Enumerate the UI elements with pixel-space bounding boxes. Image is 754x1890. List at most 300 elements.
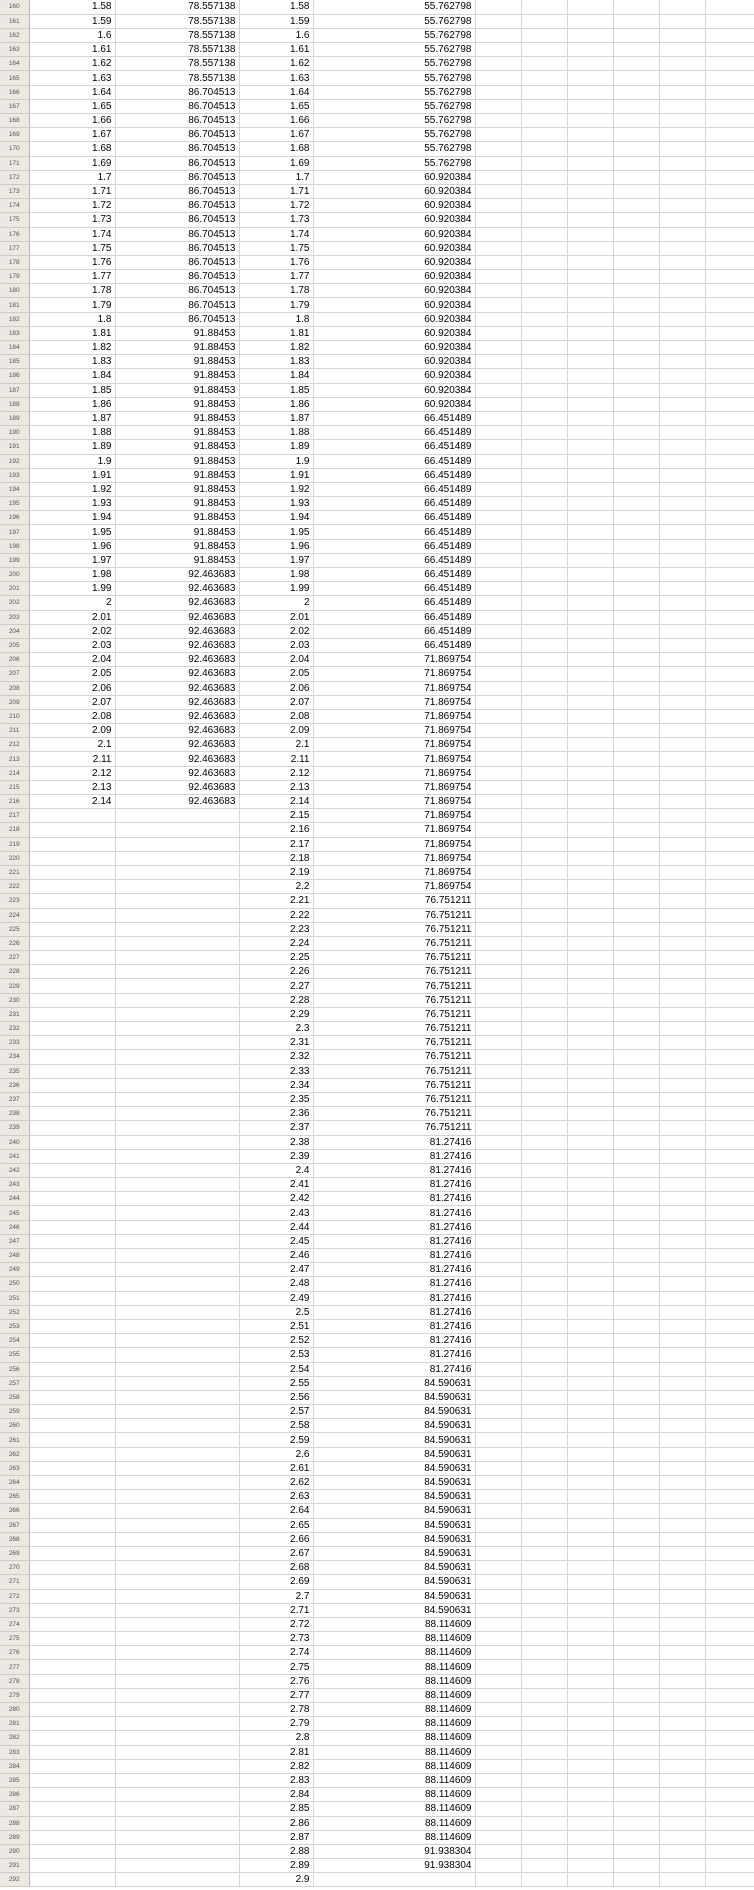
cell-col-A[interactable] [29,922,115,936]
cell-empty[interactable] [567,1220,613,1234]
cell-empty[interactable] [705,1036,754,1050]
cell-empty[interactable] [659,809,705,823]
cell-empty[interactable] [659,1149,705,1163]
cell-col-A[interactable] [29,965,115,979]
cell-empty[interactable] [613,199,659,213]
row-header[interactable]: 268 [0,1532,29,1546]
cell-empty[interactable] [521,1873,567,1887]
row-header[interactable]: 247 [0,1234,29,1248]
cell-empty[interactable] [613,426,659,440]
cell-empty[interactable] [705,624,754,638]
cell-empty[interactable] [475,355,521,369]
cell-empty[interactable] [567,1575,613,1589]
cell-empty[interactable] [613,99,659,113]
cell-col-A[interactable]: 1.62 [29,57,115,71]
cell-empty[interactable] [613,241,659,255]
cell-empty[interactable] [475,1007,521,1021]
cell-col-D[interactable]: 81.27416 [313,1192,475,1206]
row-header[interactable]: 243 [0,1178,29,1192]
cell-empty[interactable] [705,638,754,652]
cell-col-B[interactable] [115,1178,239,1192]
cell-empty[interactable] [659,525,705,539]
cell-empty[interactable] [705,184,754,198]
cell-col-A[interactable] [29,1078,115,1092]
row-header[interactable]: 289 [0,1830,29,1844]
cell-col-A[interactable]: 1.78 [29,284,115,298]
cell-col-C[interactable]: 2.64 [239,1504,313,1518]
cell-col-B[interactable]: 91.88453 [115,383,239,397]
cell-empty[interactable] [521,525,567,539]
cell-col-A[interactable] [29,1532,115,1546]
cell-col-A[interactable] [29,1220,115,1234]
row-header[interactable]: 255 [0,1348,29,1362]
cell-col-D[interactable]: 84.590631 [313,1390,475,1404]
cell-empty[interactable] [705,809,754,823]
cell-empty[interactable] [659,596,705,610]
cell-col-C[interactable]: 2.4 [239,1163,313,1177]
cell-col-C[interactable]: 1.61 [239,43,313,57]
cell-empty[interactable] [567,1305,613,1319]
cell-empty[interactable] [613,1192,659,1206]
cell-empty[interactable] [613,638,659,652]
cell-empty[interactable] [475,284,521,298]
cell-col-B[interactable] [115,1277,239,1291]
cell-empty[interactable] [705,270,754,284]
cell-col-B[interactable]: 92.463683 [115,653,239,667]
cell-col-D[interactable]: 88.114609 [313,1731,475,1745]
cell-col-A[interactable]: 1.96 [29,539,115,553]
cell-empty[interactable] [567,397,613,411]
cell-col-A[interactable]: 1.58 [29,0,115,14]
cell-col-D[interactable]: 71.869754 [313,837,475,851]
cell-empty[interactable] [567,752,613,766]
cell-empty[interactable] [705,653,754,667]
cell-empty[interactable] [521,1220,567,1234]
cell-empty[interactable] [567,1788,613,1802]
cell-empty[interactable] [659,383,705,397]
cell-col-D[interactable]: 81.27416 [313,1149,475,1163]
cell-col-B[interactable]: 86.704513 [115,184,239,198]
cell-col-A[interactable] [29,1575,115,1589]
cell-col-B[interactable] [115,1660,239,1674]
cell-empty[interactable] [567,14,613,28]
cell-col-D[interactable]: 71.869754 [313,795,475,809]
cell-empty[interactable] [613,1249,659,1263]
cell-empty[interactable] [475,326,521,340]
cell-col-C[interactable]: 2.16 [239,823,313,837]
cell-empty[interactable] [567,1376,613,1390]
cell-empty[interactable] [475,922,521,936]
cell-empty[interactable] [613,1731,659,1745]
row-header[interactable]: 170 [0,142,29,156]
cell-empty[interactable] [475,28,521,42]
cell-empty[interactable] [567,1476,613,1490]
cell-empty[interactable] [705,1476,754,1490]
cell-empty[interactable] [475,780,521,794]
cell-col-B[interactable]: 92.463683 [115,752,239,766]
cell-col-D[interactable]: 84.590631 [313,1405,475,1419]
cell-col-D[interactable]: 66.451489 [313,468,475,482]
cell-empty[interactable] [613,795,659,809]
cell-empty[interactable] [659,397,705,411]
cell-empty[interactable] [567,1163,613,1177]
cell-col-D[interactable]: 66.451489 [313,497,475,511]
cell-col-C[interactable]: 2.09 [239,724,313,738]
cell-col-C[interactable]: 2.35 [239,1092,313,1106]
cell-col-A[interactable]: 1.92 [29,482,115,496]
cell-empty[interactable] [613,922,659,936]
cell-col-C[interactable]: 1.67 [239,128,313,142]
cell-empty[interactable] [705,1390,754,1404]
cell-empty[interactable] [659,837,705,851]
cell-col-C[interactable]: 1.78 [239,284,313,298]
cell-col-A[interactable]: 1.7 [29,170,115,184]
cell-col-C[interactable]: 1.99 [239,582,313,596]
cell-col-B[interactable] [115,1433,239,1447]
cell-empty[interactable] [613,1844,659,1858]
cell-col-B[interactable] [115,1135,239,1149]
cell-col-C[interactable]: 2.73 [239,1632,313,1646]
cell-col-B[interactable] [115,1362,239,1376]
cell-empty[interactable] [705,724,754,738]
cell-empty[interactable] [705,1064,754,1078]
cell-empty[interactable] [705,1461,754,1475]
cell-empty[interactable] [567,1050,613,1064]
cell-empty[interactable] [613,1376,659,1390]
cell-col-D[interactable]: 81.27416 [313,1178,475,1192]
cell-col-C[interactable]: 2.53 [239,1348,313,1362]
cell-col-D[interactable]: 84.590631 [313,1603,475,1617]
row-header[interactable]: 227 [0,951,29,965]
cell-empty[interactable] [705,1263,754,1277]
cell-col-C[interactable]: 2.12 [239,766,313,780]
cell-col-A[interactable] [29,1206,115,1220]
cell-empty[interactable] [567,213,613,227]
cell-empty[interactable] [521,795,567,809]
cell-col-C[interactable]: 2.04 [239,653,313,667]
cell-empty[interactable] [521,1461,567,1475]
cell-empty[interactable] [705,1830,754,1844]
row-header[interactable]: 177 [0,241,29,255]
cell-col-C[interactable]: 1.75 [239,241,313,255]
cell-empty[interactable] [613,1461,659,1475]
cell-col-D[interactable]: 84.590631 [313,1504,475,1518]
cell-empty[interactable] [659,766,705,780]
cell-col-C[interactable]: 1.68 [239,142,313,156]
cell-empty[interactable] [521,511,567,525]
cell-empty[interactable] [521,468,567,482]
row-header[interactable]: 181 [0,298,29,312]
row-header[interactable]: 191 [0,440,29,454]
cell-empty[interactable] [521,1178,567,1192]
row-header[interactable]: 286 [0,1788,29,1802]
cell-empty[interactable] [613,326,659,340]
cell-empty[interactable] [659,695,705,709]
cell-empty[interactable] [567,837,613,851]
cell-empty[interactable] [521,1078,567,1092]
cell-empty[interactable] [475,1092,521,1106]
cell-col-C[interactable]: 2 [239,596,313,610]
cell-empty[interactable] [567,1405,613,1419]
cell-empty[interactable] [475,1617,521,1631]
cell-empty[interactable] [521,936,567,950]
cell-col-D[interactable]: 55.762798 [313,114,475,128]
cell-empty[interactable] [613,951,659,965]
row-header[interactable]: 188 [0,397,29,411]
cell-empty[interactable] [705,780,754,794]
cell-empty[interactable] [705,85,754,99]
cell-empty[interactable] [659,199,705,213]
cell-col-D[interactable]: 88.114609 [313,1660,475,1674]
cell-empty[interactable] [705,411,754,425]
cell-empty[interactable] [521,142,567,156]
cell-empty[interactable] [475,936,521,950]
cell-col-A[interactable] [29,1617,115,1631]
cell-empty[interactable] [521,1476,567,1490]
cell-empty[interactable] [521,1688,567,1702]
cell-empty[interactable] [705,922,754,936]
cell-col-C[interactable]: 2.5 [239,1305,313,1319]
cell-col-A[interactable]: 2.04 [29,653,115,667]
cell-empty[interactable] [613,1319,659,1333]
cell-col-B[interactable] [115,1688,239,1702]
cell-col-D[interactable]: 84.590631 [313,1575,475,1589]
cell-empty[interactable] [705,1305,754,1319]
cell-empty[interactable] [705,880,754,894]
cell-empty[interactable] [475,752,521,766]
cell-col-A[interactable]: 2 [29,596,115,610]
cell-col-A[interactable] [29,1334,115,1348]
cell-empty[interactable] [659,1476,705,1490]
cell-empty[interactable] [521,170,567,184]
cell-empty[interactable] [613,667,659,681]
cell-empty[interactable] [567,1064,613,1078]
cell-empty[interactable] [475,312,521,326]
cell-empty[interactable] [521,1022,567,1036]
cell-empty[interactable] [659,213,705,227]
cell-empty[interactable] [521,326,567,340]
cell-empty[interactable] [659,922,705,936]
cell-empty[interactable] [705,1007,754,1021]
cell-col-B[interactable]: 86.704513 [115,241,239,255]
cell-empty[interactable] [659,1816,705,1830]
cell-empty[interactable] [659,1305,705,1319]
row-header[interactable]: 168 [0,114,29,128]
cell-empty[interactable] [705,213,754,227]
cell-empty[interactable] [659,284,705,298]
cell-empty[interactable] [521,993,567,1007]
cell-empty[interactable] [659,184,705,198]
cell-empty[interactable] [705,1362,754,1376]
cell-col-A[interactable] [29,1546,115,1560]
row-header[interactable]: 232 [0,1022,29,1036]
cell-empty[interactable] [613,1390,659,1404]
cell-empty[interactable] [475,1163,521,1177]
cell-empty[interactable] [613,1646,659,1660]
cell-empty[interactable] [613,369,659,383]
cell-empty[interactable] [659,865,705,879]
cell-empty[interactable] [659,738,705,752]
cell-empty[interactable] [475,1773,521,1787]
cell-empty[interactable] [613,71,659,85]
cell-empty[interactable] [705,1646,754,1660]
cell-empty[interactable] [521,1206,567,1220]
cell-col-A[interactable]: 1.61 [29,43,115,57]
cell-col-C[interactable]: 2.3 [239,1022,313,1036]
cell-col-B[interactable]: 86.704513 [115,170,239,184]
cell-empty[interactable] [613,809,659,823]
cell-empty[interactable] [521,440,567,454]
cell-col-B[interactable]: 92.463683 [115,709,239,723]
cell-empty[interactable] [521,610,567,624]
cell-empty[interactable] [475,823,521,837]
cell-col-B[interactable] [115,1546,239,1560]
cell-empty[interactable] [475,1390,521,1404]
cell-empty[interactable] [613,454,659,468]
cell-col-D[interactable]: 55.762798 [313,14,475,28]
cell-empty[interactable] [705,539,754,553]
cell-col-B[interactable]: 86.704513 [115,199,239,213]
cell-empty[interactable] [659,894,705,908]
cell-empty[interactable] [613,1830,659,1844]
cell-empty[interactable] [705,326,754,340]
cell-empty[interactable] [613,468,659,482]
cell-empty[interactable] [475,738,521,752]
cell-col-D[interactable]: 91.938304 [313,1844,475,1858]
cell-empty[interactable] [613,411,659,425]
cell-col-C[interactable]: 2.57 [239,1405,313,1419]
cell-empty[interactable] [567,1078,613,1092]
cell-empty[interactable] [705,865,754,879]
cell-col-A[interactable]: 2.06 [29,681,115,695]
cell-empty[interactable] [613,1092,659,1106]
cell-col-D[interactable]: 76.751211 [313,922,475,936]
cell-empty[interactable] [705,695,754,709]
row-header[interactable]: 290 [0,1844,29,1858]
cell-empty[interactable] [475,582,521,596]
cell-empty[interactable] [475,965,521,979]
cell-empty[interactable] [567,695,613,709]
cell-col-A[interactable]: 1.82 [29,341,115,355]
cell-empty[interactable] [475,1334,521,1348]
row-header[interactable]: 189 [0,411,29,425]
cell-empty[interactable] [613,270,659,284]
cell-empty[interactable] [705,1660,754,1674]
cell-col-B[interactable]: 86.704513 [115,142,239,156]
cell-col-D[interactable]: 55.762798 [313,128,475,142]
cell-col-A[interactable] [29,979,115,993]
cell-empty[interactable] [521,312,567,326]
cell-empty[interactable] [613,610,659,624]
cell-empty[interactable] [659,1688,705,1702]
cell-col-A[interactable]: 2.05 [29,667,115,681]
cell-col-A[interactable]: 1.86 [29,397,115,411]
cell-col-C[interactable]: 2.33 [239,1064,313,1078]
cell-empty[interactable] [705,525,754,539]
cell-empty[interactable] [659,539,705,553]
cell-empty[interactable] [521,1263,567,1277]
cell-empty[interactable] [705,823,754,837]
cell-empty[interactable] [475,709,521,723]
cell-empty[interactable] [567,1589,613,1603]
cell-empty[interactable] [705,1674,754,1688]
cell-col-A[interactable]: 1.94 [29,511,115,525]
cell-empty[interactable] [659,511,705,525]
cell-col-B[interactable] [115,1405,239,1419]
cell-empty[interactable] [567,114,613,128]
cell-col-C[interactable]: 2.65 [239,1518,313,1532]
cell-empty[interactable] [475,1405,521,1419]
cell-col-B[interactable] [115,1816,239,1830]
cell-empty[interactable] [475,1504,521,1518]
cell-empty[interactable] [521,1163,567,1177]
cell-col-A[interactable]: 1.87 [29,411,115,425]
cell-empty[interactable] [659,1703,705,1717]
cell-col-D[interactable]: 81.27416 [313,1206,475,1220]
cell-col-A[interactable] [29,823,115,837]
cell-col-C[interactable]: 2.14 [239,795,313,809]
cell-col-B[interactable]: 86.704513 [115,312,239,326]
cell-col-B[interactable] [115,1561,239,1575]
cell-empty[interactable] [567,170,613,184]
cell-col-C[interactable]: 1.62 [239,57,313,71]
row-header[interactable]: 160 [0,0,29,14]
cell-empty[interactable] [659,851,705,865]
cell-empty[interactable] [705,1220,754,1234]
cell-empty[interactable] [613,1163,659,1177]
cell-empty[interactable] [705,312,754,326]
cell-col-C[interactable]: 1.86 [239,397,313,411]
cell-empty[interactable] [521,1830,567,1844]
cell-col-B[interactable]: 86.704513 [115,128,239,142]
cell-col-D[interactable]: 55.762798 [313,28,475,42]
row-header[interactable]: 210 [0,709,29,723]
row-header[interactable]: 221 [0,865,29,879]
cell-empty[interactable] [475,1263,521,1277]
cell-col-B[interactable] [115,1036,239,1050]
row-header[interactable]: 209 [0,695,29,709]
cell-col-D[interactable]: 84.590631 [313,1476,475,1490]
cell-col-C[interactable]: 1.92 [239,482,313,496]
cell-col-A[interactable]: 1.74 [29,227,115,241]
cell-col-B[interactable]: 92.463683 [115,667,239,681]
cell-empty[interactable] [567,1192,613,1206]
cell-col-D[interactable]: 71.869754 [313,780,475,794]
cell-col-B[interactable] [115,880,239,894]
cell-col-A[interactable]: 1.67 [29,128,115,142]
cell-col-D[interactable]: 71.869754 [313,809,475,823]
cell-col-A[interactable] [29,837,115,851]
cell-empty[interactable] [475,241,521,255]
cell-empty[interactable] [613,837,659,851]
cell-empty[interactable] [521,1433,567,1447]
cell-empty[interactable] [475,1745,521,1759]
cell-empty[interactable] [521,1788,567,1802]
cell-col-D[interactable]: 76.751211 [313,1107,475,1121]
cell-col-A[interactable]: 2.01 [29,610,115,624]
cell-empty[interactable] [567,880,613,894]
cell-col-B[interactable] [115,1206,239,1220]
cell-col-B[interactable] [115,1348,239,1362]
cell-empty[interactable] [475,653,521,667]
cell-col-A[interactable]: 1.9 [29,454,115,468]
cell-empty[interactable] [567,227,613,241]
cell-empty[interactable] [567,681,613,695]
row-header[interactable]: 252 [0,1305,29,1319]
cell-col-A[interactable]: 1.72 [29,199,115,213]
cell-empty[interactable] [521,1419,567,1433]
cell-empty[interactable] [613,227,659,241]
